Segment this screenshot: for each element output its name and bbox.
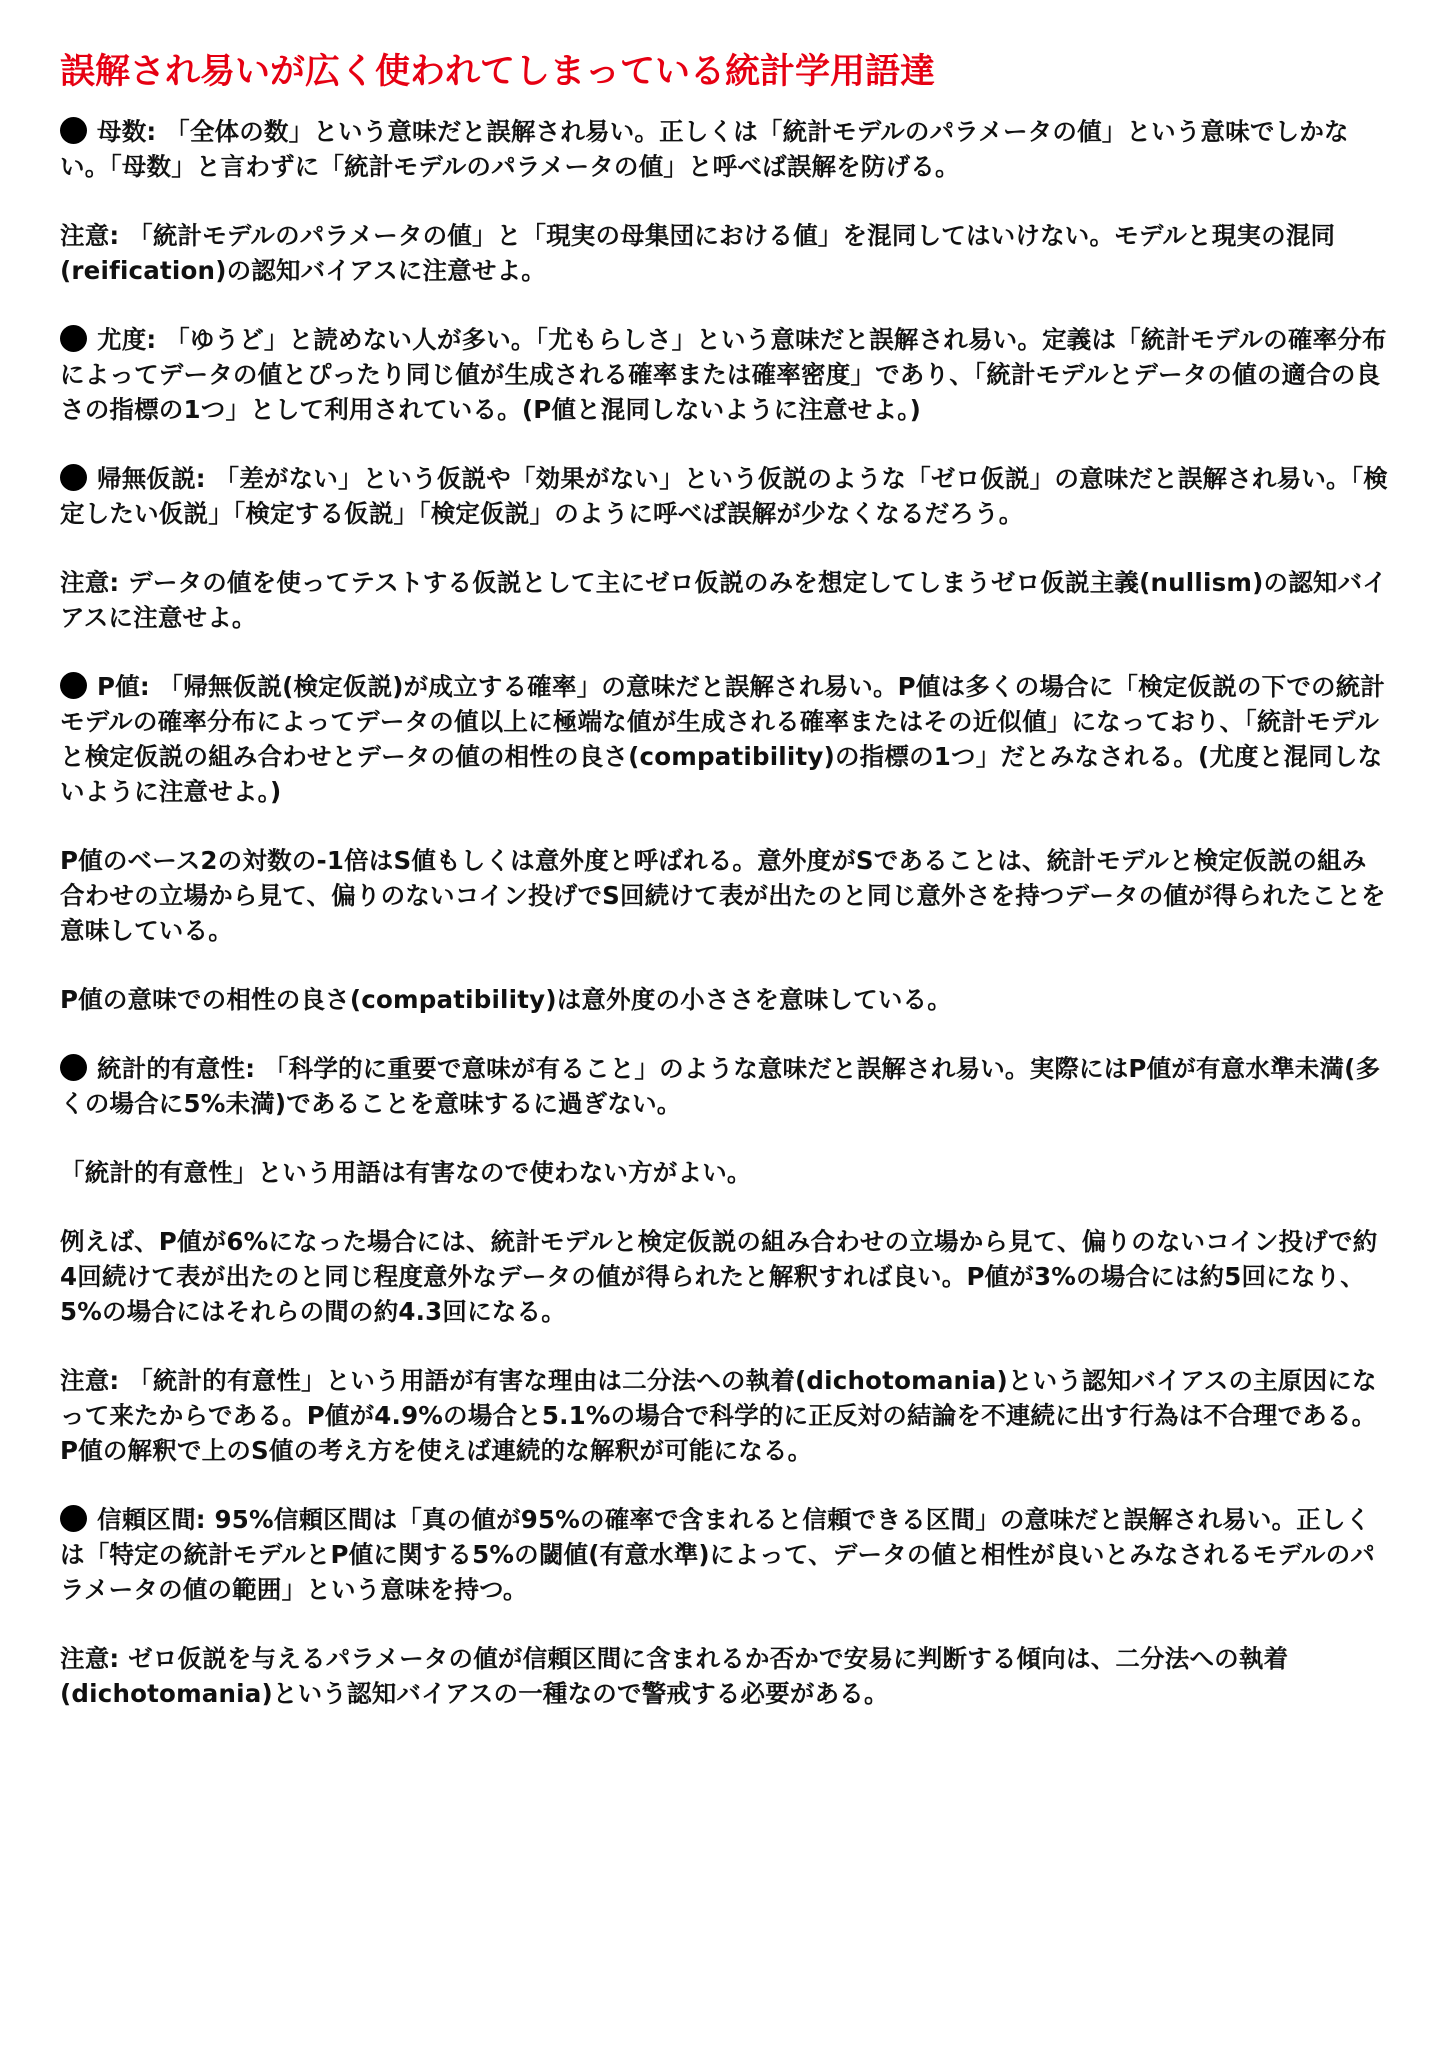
paragraph-text: 統計的有意性: 「科学的に重要で意味が有ること」のような意味だと誤解され易い。実際にはP値が有意水準未満(多くの場合に5%未満)であることを意味するに過ぎない。: [60, 1054, 1381, 1118]
paragraph-significance-note: [60, 1363, 1390, 1468]
paragraph-text: 注意: 「統計的有意性」という用語が有害な理由は二分法への執着(dichotomania)という認知バイアスの主原因になって来たからである。P値が4.9%の場合と5.1%の場合で科学的に正反対の結論を不連続に出す行為は不合理である。P値の解釈で上のS値の考え方を使えば連続的な解釈が可能になる。: [60, 1366, 1377, 1465]
paragraph-significance: [60, 1051, 1390, 1121]
paragraph-text: 帰無仮説: 「差がない」という仮説や「効果がない」という仮説のような「ゼロ仮説」の意味だと誤解され易い。「検定したい仮説」「検定する仮説」「検定仮説」のように呼べば誤解が少なくなるだろう。: [60, 464, 1388, 528]
paragraph-text: 注意: データの値を使ってテストする仮説として主にゼロ仮説のみを想定してしまうゼロ仮説主義(nullism)の認知バイアスに注意せよ。: [60, 568, 1387, 632]
document: [60, 44, 1390, 1745]
bullet-icon: [60, 1505, 87, 1532]
paragraph-text: 尤度: 「ゆうど」と読めない人が多い。「尤もらしさ」という意味だと誤解され易い。定義は「統計モデルの確率分布によってデータの値とぴったり同じ値が生成される確率または確率密度」であり、「統計モデルとデータの値の適合の良さの指標の1つ」として利用されている。(P値と混同しないように注意せよ。): [60, 325, 1387, 424]
paragraph-text: P値: 「帰無仮説(検定仮説)が成立する確率」の意味だと誤解され易い。P値は多くの場合に「検定仮説の下での統計モデルの確率分布によってデータの値以上に極端な値が生成される確率またはその近似値」になっており、「統計モデルと検定仮説の組み合わせとデータの値の相性の良さ(compatibility)の指標の1つ」だとみなされる。(尤度と混同しないように注意せよ。): [60, 672, 1386, 806]
paragraph-significance-harmful: [60, 1155, 1390, 1190]
bullet-icon: [60, 117, 87, 144]
paragraph-compatibility: [60, 982, 1390, 1017]
paragraph-significance-example: [60, 1224, 1390, 1329]
paragraph-text: 注意: ゼロ仮説を与えるパラメータの値が信頼区間に含まれるか否かで安易に判断する傾向は、二分法への執着(dichotomania)という認知バイアスの一種なので警戒する必要がある。: [60, 1644, 1289, 1708]
paragraph-p-value: [60, 669, 1390, 809]
paragraph-text: 母数: 「全体の数」という意味だと誤解され易い。正しくは「統計モデルのパラメータの値」という意味でしかない。「母数」と言わずに「統計モデルのパラメータの値」と呼べば誤解を防げる。: [60, 117, 1349, 181]
bullet-icon: [60, 325, 87, 352]
paragraph-kimu-kasetsu-note: [60, 565, 1390, 635]
paragraph-bosu-note: [60, 218, 1390, 288]
bullet-icon: [60, 1054, 87, 1081]
document-title: 誤解され易いが広く使われてしまっている統計学用語達: [60, 52, 936, 92]
paragraph-yudo: [60, 322, 1390, 427]
bullet-icon: [60, 672, 87, 699]
paragraph-text: P値の意味での相性の良さ(compatibility)は意外度の小ささを意味している。: [60, 985, 952, 1014]
paragraph-bosu: [60, 114, 1390, 184]
bullet-icon: [60, 464, 87, 491]
paragraph-kimu-kasetsu: [60, 461, 1390, 531]
paragraph-s-value: [60, 843, 1390, 948]
paragraph-text: 例えば、P値が6%になった場合には、統計モデルと検定仮説の組み合わせの立場から見て、偏りのないコイン投げで約4回続けて表が出たのと同じ程度意外なデータの値が得られたと解釈すれば良い。P値が3%の場合には約5回になり、5%の場合にはそれらの間の約4.3回になる。: [60, 1227, 1378, 1326]
paragraph-text: 注意: 「統計モデルのパラメータの値」と「現実の母集団における値」を混同してはいけない。モデルと現実の混同(reification)の認知バイアスに注意せよ。: [60, 221, 1336, 285]
paragraph-text: P値のベース2の対数の-1倍はS値もしくは意外度と呼ばれる。意外度がSであることは、統計モデルと検定仮説の組み合わせの立場から見て、偏りのないコイン投げでS回続けて表が出たのと同じ意外さを持つデータの値が得られたことを意味している。: [60, 846, 1386, 945]
paragraph-text: 信頼区間: 95%信頼区間は「真の値が95%の確率で含まれると信頼できる区間」の意味だと誤解され易い。正しくは「特定の統計モデルとP値に関する5%の閾値(有意水準)によって、データの値と相性が良いとみなされるモデルのパラメータの値の範囲」という意味を持つ。: [60, 1505, 1376, 1604]
paragraph-confidence-interval: [60, 1502, 1390, 1607]
paragraph-confidence-interval-note: [60, 1641, 1390, 1711]
paragraph-text: 「統計的有意性」という用語は有害なので使わない方がよい。: [60, 1158, 752, 1187]
